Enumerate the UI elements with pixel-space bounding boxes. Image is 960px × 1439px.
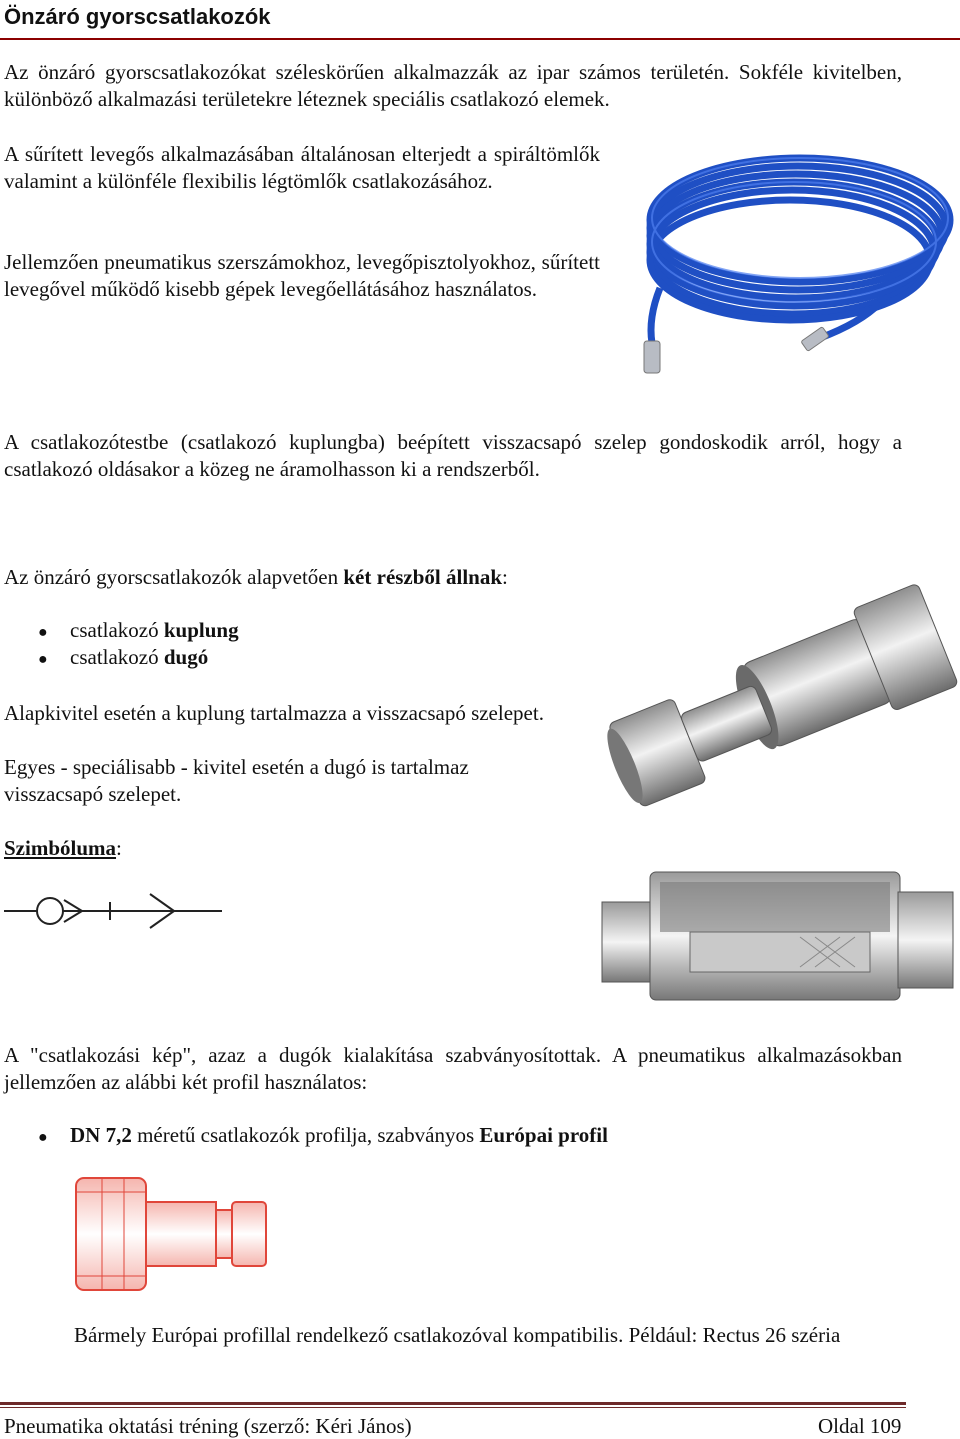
valve-paragraph: A csatlakozótestbe (csatlakozó kuplungba) beépített visszacsapó szelep gondoskodik arról, hogy a csatlakozó oldásakor a közeg ne áramolhasson ki a rendszerből. xyxy=(4,430,902,481)
basic-version-paragraph: Alapkivitel esetén a kuplung tartalmazza a visszacsapó szelepet. xyxy=(4,701,544,725)
list-item: ● csatlakozó dugó xyxy=(0,645,208,670)
hose-fitting-right xyxy=(801,327,829,352)
bullet-icon: ● xyxy=(38,651,48,668)
hose-usage-paragraph: A sűrített levegős alkalmazásában általánosan elterjedt a spiráltömlők valamint a különféle flexibilis légtömlők csatlakozásához. xyxy=(4,142,600,193)
title-divider xyxy=(0,38,960,40)
profile-paragraph: A "csatlakozási kép", azaz a dugók kialakítása szabványosítottak. A pneumatikus alkalmazásokban jellemzően az alábbi két profil használatos: xyxy=(4,1043,902,1094)
two-parts-paragraph: Az önzáró gyorscsatlakozók alapvetően két részből állnak: xyxy=(4,565,508,589)
intro-paragraph: Az önzáró gyorscsatlakozókat széleskörűen alkalmazzák az ipar számos területén. Sokféle kivitelben, különböző alkalmazási területekre léteznek speciális csatlakozó elemek. xyxy=(4,60,902,111)
symbol-label: Szimbóluma: xyxy=(4,836,122,860)
footer-divider-thin xyxy=(0,1407,906,1408)
footer-text: Pneumatika oktatási tréning (szerző: Kéri János) xyxy=(4,1414,412,1438)
list-item: ● DN 7,2 méretű csatlakozók profilja, szabványos Európai profil xyxy=(0,1123,608,1148)
page-title: Önzáró gyorscsatlakozók xyxy=(4,4,271,29)
bullet-icon: ● xyxy=(38,624,48,641)
bullet-icon: ● xyxy=(38,1129,48,1146)
compatibility-paragraph: Bármely Európai profillal rendelkező csatlakozóval kompatibilis. Például: Rectus 26 széria xyxy=(74,1323,841,1347)
page-number: Oldal 109 xyxy=(818,1414,902,1438)
coupler-cutaway-image xyxy=(600,862,960,1014)
hose-fitting-left xyxy=(644,341,660,373)
typical-usage-paragraph: Jellemzően pneumatikus szerszámokhoz, levegőpisztolyokhoz, sűrített levegővel működő kisebb gépek levegőellátásához használatos. xyxy=(4,250,600,301)
blue-spiral-hose-image xyxy=(630,138,960,383)
coupling-symbol xyxy=(2,880,227,940)
list-item: ● csatlakozó kuplung xyxy=(0,618,239,643)
quick-coupler-photo xyxy=(598,565,960,820)
footer-divider xyxy=(0,1402,906,1405)
european-profile-drawing xyxy=(72,1172,272,1294)
special-version-paragraph: Egyes - speciálisabb - kivitel esetén a dugó is tartalmaz visszacsapó szelepet. xyxy=(4,755,469,806)
